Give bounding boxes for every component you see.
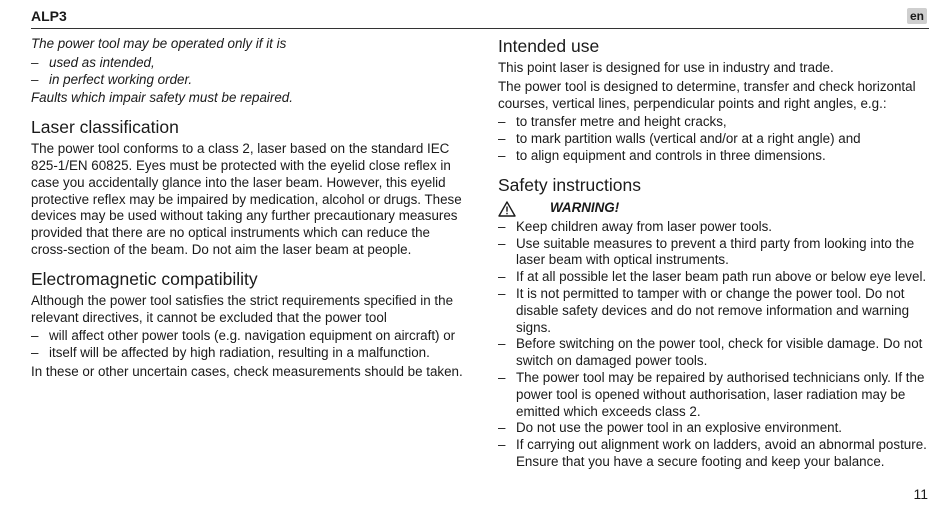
model-name: ALP3 bbox=[31, 8, 67, 24]
intro-list bbox=[31, 55, 463, 89]
list-item: – to mark partition walls (vertical and/or at a right angle) and bbox=[498, 131, 930, 148]
laser-text: The power tool conforms to a class 2, laser based on the standard IEC 825-1/EN 60825. Eyes must be protected with the eyelid close reflex in case you accidentally glance into the laser beam. However, this eyelid protective reflex may be impaired by medication, alcohol or drugs. These devices may be used without taking any further precautionary measures provided that there are no optical instruments which can reduce the cross-section of the beam. Do not aim the laser beam at people. bbox=[31, 141, 462, 257]
list-item: – If at all possible let the laser beam path run above or below eye level. bbox=[498, 269, 930, 286]
warning-triangle-icon bbox=[498, 201, 516, 217]
intro-line: The power tool may be operated only if it is bbox=[31, 36, 287, 51]
intended-text-2: The power tool is designed to determine, transfer and check horizontal courses, vertical lines, perpendicular points and right angles, e.g.: bbox=[498, 78, 916, 111]
emc-text: Although the power tool satisfies the strict requirements specified in the relevant directives, it cannot be excluded that the power tool bbox=[31, 292, 454, 325]
left-column bbox=[31, 36, 463, 383]
intro-line: Faults which impair safety must be repaired. bbox=[31, 90, 293, 106]
list-item: – Keep children away from laser power tools. bbox=[498, 219, 930, 236]
list-item: – Do not use the power tool in an explosive environment. bbox=[498, 420, 930, 437]
intended-text-1: This point laser is designed for use in industry and trade. bbox=[498, 60, 834, 75]
list-item: – If carrying out alignment work on ladders, avoid an abnormal posture. Ensure that you have a secure footing and keep your balance. bbox=[498, 437, 930, 471]
list-item: – itself will be affected by high radiation, resulting in a malfunction. bbox=[31, 345, 463, 362]
list-item: – It is not permitted to tamper with or change the power tool. Do not disable safety devices and do not remove information and warning signs. bbox=[498, 286, 930, 336]
list-item: – Before switching on the power tool, check for visible damage. Do not switch on damaged power tools. bbox=[498, 336, 930, 370]
warning-block bbox=[498, 199, 930, 219]
section-title-laser: Laser classification bbox=[31, 117, 179, 138]
section-title-safety: Safety instructions bbox=[498, 174, 641, 195]
intended-list bbox=[498, 114, 930, 164]
list-item: – used as intended, bbox=[31, 55, 463, 72]
list-item: – in perfect working order. bbox=[31, 72, 463, 89]
warning-label: WARNING! bbox=[550, 200, 620, 216]
safety-list bbox=[498, 219, 930, 471]
list-item: – to align equipment and controls in three dimensions. bbox=[498, 148, 930, 165]
emc-list bbox=[31, 328, 463, 362]
page-number: 11 bbox=[913, 486, 928, 502]
right-column bbox=[498, 36, 930, 473]
list-item: – Use suitable measures to prevent a third party from looking into the laser beam with optical instruments. bbox=[498, 236, 930, 270]
section-title-emc: Electromagnetic compatibility bbox=[31, 268, 258, 289]
emc-outro: In these or other uncertain cases, check measurements should be taken. bbox=[31, 363, 463, 379]
language-badge: en bbox=[907, 8, 927, 24]
list-item: – The power tool may be repaired by authorised technicians only. If the power tool is opened without authorisation, laser radiation may be emitted which exceeds class 2. bbox=[498, 370, 930, 420]
section-title-intended-use: Intended use bbox=[498, 36, 600, 56]
page-header bbox=[31, 4, 929, 29]
list-item: – to transfer metre and height cracks, bbox=[498, 114, 930, 131]
list-item: – will affect other power tools (e.g. navigation equipment on aircraft) or bbox=[31, 328, 463, 345]
